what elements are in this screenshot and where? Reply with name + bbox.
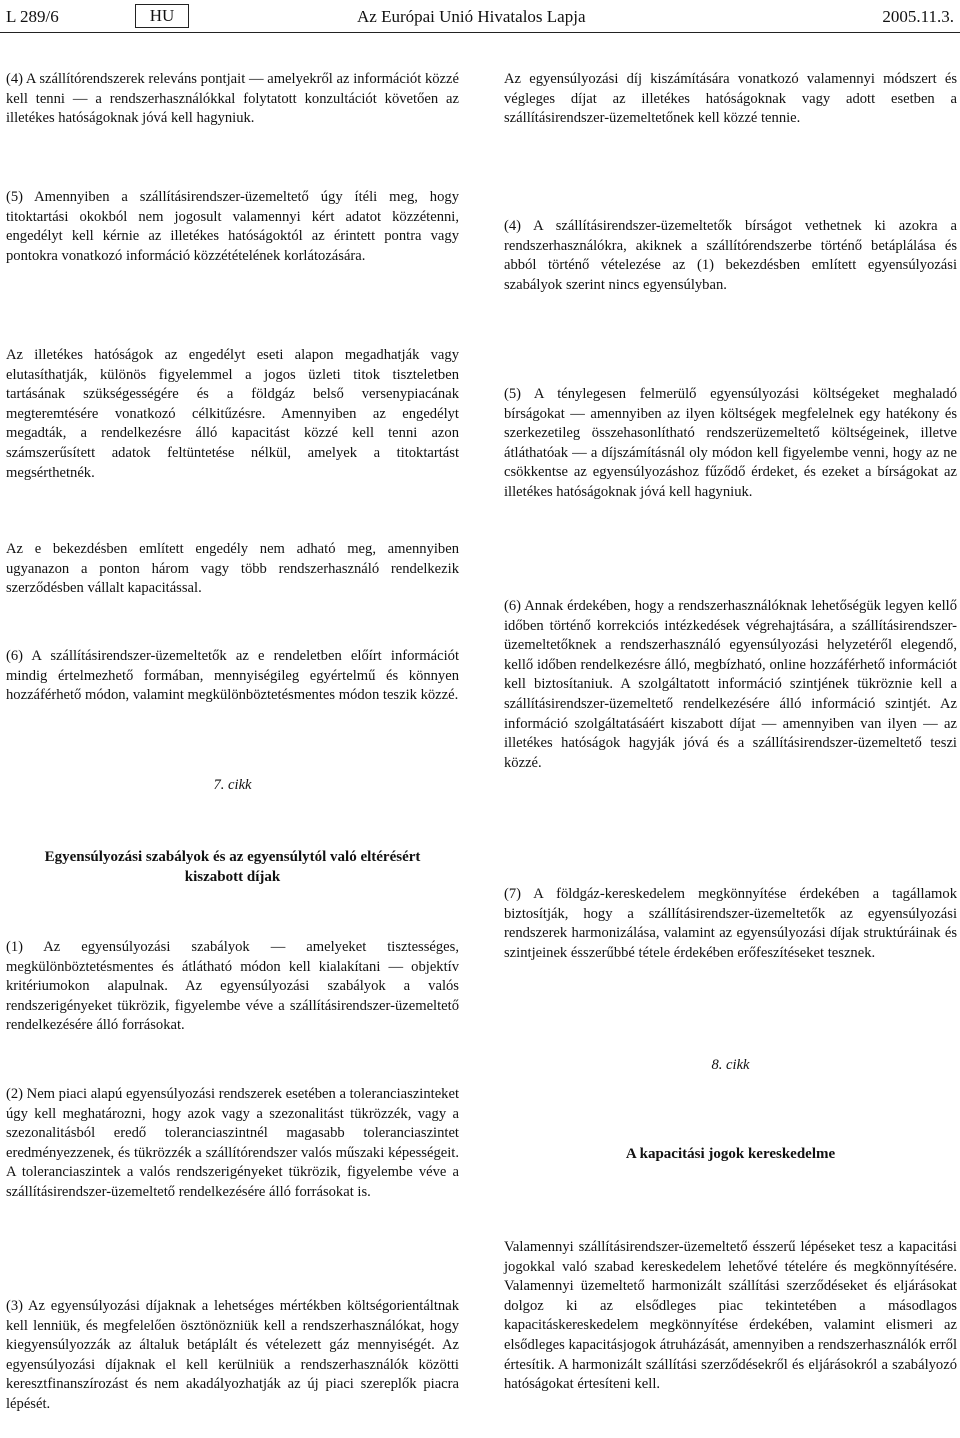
left-para-5b [6,346,459,483]
right-article-8-para [504,1238,957,1395]
left-article-7-para-3 [6,1297,459,1415]
left-article-7-para-1 [6,938,459,1036]
paragraph-text: Az illetékes hatóságok az engedélyt eseti alapon megadhatják vagy elutasíthatják, különös figyelemmel a jogos üzleti titok tiszteletben tartásának szükségességére és a földgáz belső versenypiacának megteremtésére vonatkozó célkitűzésre. Amennyiben az engedélyt megadták, a rendelkezésre álló kapacitást közzé kell tenni azon számszerűsített adatok feltüntetése nélkül, amelyek a titoktartást megsérthetnék. [6,347,459,481]
issue-date: 2005.11.3. [882,7,954,26]
paragraph-text: (7) A földgáz-kereskedelem megkönnyítése érdekében a tagállamok biztosítják, hogy a szállításirendszer-üzemeltetők az egyensúlyozási rendszerek harmonizálása, valamint az egyensúlyozási díjak struktúráinak és szintjeinek ésszerűbbé tétele érdekében erőfeszítéseket tesznek. [504,886,957,961]
language-box: HU [135,4,189,28]
article-number: 8. cikk [711,1057,750,1073]
paragraph-text: (1) Az egyensúlyozási szabályok ― amelyeket tisztességes, megkülönböztetésmentes és átlátható módon kell kialakítani ― objektív kritériumokon alapulnak. Az egyensúlyozási szabályok a valós rendszerigényeket tükrözik, figyelembe véve a szállításirendszer-üzemeltető rendelkezésére álló forrásokat. [6,939,459,1034]
right-para-intro [504,70,957,129]
page-number: L 289/6 [6,7,59,26]
right-para-7 [504,885,957,963]
left-para-4 [6,70,459,129]
article-title: A kapacitási jogok kereskedelme [625,1146,836,1162]
paragraph-text: (5) A ténylegesen felmerülő egyensúlyozási költségeket meghaladó bírságokat ― amennyiben az ilyen költségek megfelelnek egy hatékony és szerkezetileg összehasonlítható rendszerüzemeltető költségeinek, illetve átláthatóak ― a díjszámításnál oly módon kell figyelembe venni, hogy az ne csökkentse az egyensúlyozáshoz fűződő érdeket, és ezeket a bírságokat az illetékes hatóságoknak jóvá kell hagyniuk. [504,386,957,500]
left-article-7-para-2 [6,1085,459,1203]
article-8-title [504,1144,957,1164]
article-8-number [504,1056,957,1076]
journal-title: Az Európai Unió Hivatalos Lapja [357,7,586,26]
article-7-number [6,776,459,796]
page-header [0,4,960,30]
paragraph-text: (6) A szállításirendszer-üzemeltetők az e rendeletben előírt információt mindig értelmezhető formában, mennyiségileg egyértelmű és könnyen hozzáférhető módon, valamint megkülönböztetésmentes módon teszik közzé. [6,648,459,704]
right-para-4 [504,217,957,295]
paragraph-text: (4) A szállítórendszerek releváns pontjait ― amelyekről az információt közzé kell tenni ― a rendszerhasználókkal folytatott konzultációt követően az illetékes hatóságoknak jóvá kell hagyniuk. [6,71,459,127]
paragraph-text: (2) Nem piaci alapú egyensúlyozási rendszerek esetében a toleranciaszinteket úgy kell meghatározni, hogy azok vagy a szezonalitást tükrözzék, vagy a szezonalitásból eredő toleranciaszintnél magasabb toleranciaszintet eredményezzenek, és tükrözzék a szállítórendszer valós műszaki képességeit. A toleranciaszintek a valós rendszerigényeket tükrözik, figyelembe véve a szállításirendszer-üzemeltető rendelkezésére álló forrásokat is. [6,1086,460,1200]
article-7-title [6,847,459,887]
paragraph-text: Valamennyi szállításirendszer-üzemeltető ésszerű lépéseket tesz a kapacitási jogokkal való szabad kereskedelem lehetővé tételére és megkönnyítésére. Valamennyi üzemeltető harmonizált szállítási szerződéseket és eljárásokat dolgoz ki az elsődleges piac tekintetében a másodlagos kapacitáskereskedelem megkönnyítése érdekében, valamint elismeri az elsődleges kapacitásjogok átruházását, amennyiben a rendszerhasználók erről értesítik. A harmonizált szállítási szerződésekről és eljárásokról a szabályozó hatóságokat értesíteni kell. [504,1239,957,1393]
left-para-5c [6,540,459,599]
paragraph-text: (3) Az egyensúlyozási díjaknak a lehetséges mértékben költségorientáltnak kell lenniük, és megfelelően ösztönözniük kell a rendszerhasználókat, hogy kiegyensúlyozzák az általuk betáplált és vételezett gáz mennyiségét. Az egyensúlyozási díjaknak el kell kerülniük a rendszerhasználók közötti keresztfinanszírozást és nem akadályozhatják az új piaci szereplők piacra lépését. [6,1298,459,1412]
paragraph-text: (5) Amennyiben a szállításirendszer-üzemeltető úgy ítéli meg, hogy titoktartási okokból nem jogosult valamennyi kért adatot közzétenni, engedélyt kell kérnie az illetékes hatóságoktól az érintett pontra vagy pontokra vonatkozó információ közzétételének korlátozására. [6,189,459,264]
left-para-6 [6,647,459,706]
paragraph-text: Az e bekezdésben említett engedély nem adható meg, amennyiben ugyanazon a ponton három vagy több rendszerhasználó rendelkezik szerződésben vállalt kapacitással. [6,541,459,597]
paragraph-text: Az egyensúlyozási díj kiszámítására vonatkozó valamennyi módszert és végleges díjat az illetékes hatóságoknak vagy adott esetben a szállításirendszer-üzemeltetőnek kell közzé tennie. [504,71,957,127]
paragraph-text: (4) A szállításirendszer-üzemeltetők bírságot vethetnek ki azokra a rendszerhasználókra, akiknek a szállítórendszerbe történő betáplálása és abból történő vételezése az (1) bekezdésben említett egyensúlyozási szabályok szerint nincs egyensúlyban. [504,218,957,293]
article-number: 7. cikk [213,777,252,793]
header-rule [0,32,960,33]
right-para-6 [504,597,957,773]
left-para-5 [6,188,459,266]
article-title: Egyensúlyozási szabályok és az egyensúlytól való eltérésért kiszabott díjak [44,849,421,885]
right-para-5 [504,385,957,503]
paragraph-text: (6) Annak érdekében, hogy a rendszerhasználóknak lehetőségük legyen kellő időben történő korrekciós intézkedések végrehajtására, a szállításirendszer-üzemeltetőknek a rendszerhasználó egyensúlyozási helyzetéről elegendő, kellő időben rendelkezésre álló, megbízható, online hozzáférhető információt kell biztosítaniuk. A szolgáltatott információ szintjének tükröznie kell a szállításirendszer-üzemeltető rendelkezésére álló információ szintjét. Az információ szolgáltatásáért kiszabott díjat ― amennyiben van ilyen ― az illetékes hatóságok hagyják jóvá és a szállításirendszer-üzemeltető teszi közzé. [504,598,957,771]
